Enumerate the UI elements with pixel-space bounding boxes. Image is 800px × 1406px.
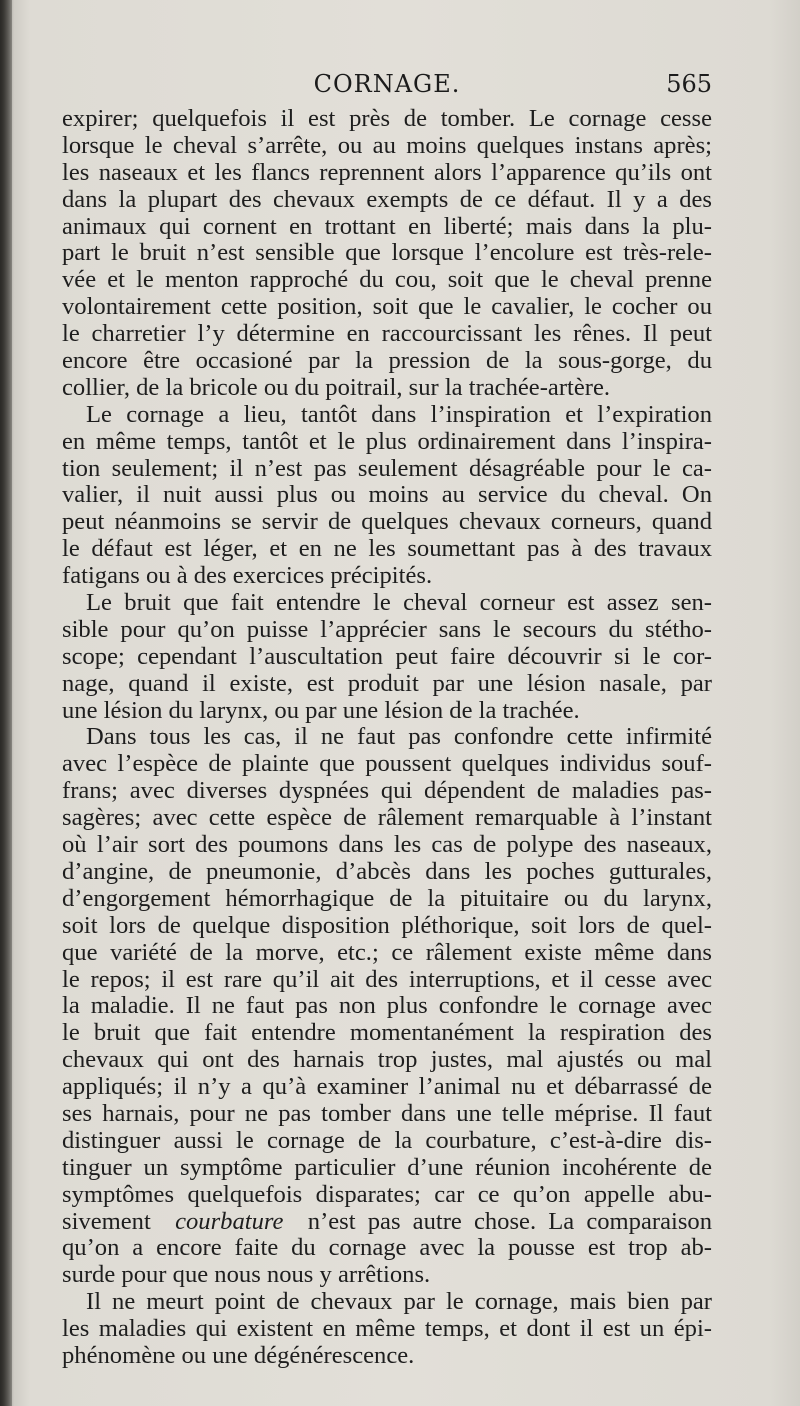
text-line: frans; avec diverses dyspnées qui dépendent de maladies pas- (62, 777, 712, 805)
running-header (62, 70, 712, 104)
text-line: tinguer un symptôme particulier d’une réunion incohérente de (62, 1153, 712, 1181)
text-line: valier, il nuit aussi plus ou moins au service du cheval. On (62, 481, 712, 509)
text-line: distinguer aussi le cornage de la courbature, c’est-à-dire dis- (62, 1126, 712, 1154)
text-line: sagères; avec cette espèce de râlement remarquable à l’instant (62, 804, 712, 832)
text-line: sible pour qu’on puisse l’apprécier sans le secours du stétho- (62, 615, 712, 643)
text-line: phénomène ou une dégénérescence. (62, 1341, 415, 1369)
text-line: le repos; il est rare qu’il ait des interruptions, et il cesse avec (62, 965, 712, 993)
italic-term: courbature (175, 1207, 284, 1235)
text-line: avec l’espèce de plainte que poussent quelques individus souf- (62, 750, 712, 778)
body-text (62, 106, 712, 1370)
text-line: surde pour que nous nous y arrêtions. (62, 1261, 431, 1289)
text-line: animaux qui cornent en trottant en liberté; mais dans la plu- (62, 212, 712, 240)
text-line: vée et le menton rapproché du cou, soit que le cheval prenne (62, 266, 712, 294)
text-line: symptômes quelquefois disparates; car ce qu’on appelle abu- (62, 1180, 712, 1208)
text-line: nage, quand il existe, est produit par une lésion nasale, par (62, 669, 712, 697)
text-line: d’angine, de pneumonie, d’abcès dans les poches gutturales, (62, 857, 712, 885)
text-line: appliqués; il n’y a qu’à examiner l’animal nu et débarrassé de (62, 1073, 712, 1101)
text-line: chevaux qui ont des harnais trop justes, mal ajustés ou mal (62, 1046, 712, 1074)
book-spine-shadow (0, 0, 12, 1406)
text-line: Le bruit que fait entendre le cheval corneur est assez sen- (86, 589, 712, 617)
text-line: encore être occasioné par la pression de la sous-gorge, du (62, 347, 712, 375)
text-line: le bruit que fait entendre momentanément la respiration des (62, 1019, 712, 1047)
text-fragment: n’est pas autre chose. La comparaison (307, 1207, 712, 1235)
text-line: que variété de la morve, etc.; ce râlement existe même dans (62, 938, 712, 966)
text-line: Dans tous les cas, il ne faut pas confondre cette infirmité (86, 723, 712, 751)
text-line: qu’on a encore faite du cornage avec la pousse est trop ab- (62, 1234, 712, 1262)
text-line: le défaut est léger, et en ne les soumettant pas à des travaux (62, 535, 712, 563)
text-line: Le cornage a lieu, tantôt dans l’inspiration et l’expiration (86, 400, 712, 428)
text-line: lorsque le cheval s’arrête, ou au moins quelques instans après; (62, 131, 712, 159)
text-line: collier, de la bricole ou du poitrail, sur la trachée-artère. (62, 373, 611, 401)
text-line: une lésion du larynx, ou par une lésion de la trachée. (62, 696, 580, 724)
text-line: les maladies qui existent en même temps, et dont il est un épi- (62, 1315, 712, 1343)
text-line: la maladie. Il ne faut pas non plus confondre le cornage avec (62, 992, 712, 1020)
text-line: expirer; quelquefois il est près de tomber. Le cornage cesse (62, 105, 712, 132)
page-number: 565 (666, 70, 712, 98)
text-line: peut néanmoins se servir de quelques chevaux corneurs, quand (62, 508, 712, 536)
text-line: d’engorgement hémorrhagique de la pituitaire ou du larynx, (62, 884, 712, 912)
text-line: soit lors de quelque disposition pléthorique, soit lors de quel- (62, 911, 712, 939)
text-line: le charretier l’y détermine en raccourcissant les rênes. Il peut (62, 320, 712, 348)
text-line-with-italic (62, 1209, 712, 1236)
text-line: ses harnais, pour ne pas tomber dans une telle méprise. Il faut (62, 1099, 712, 1127)
text-line: tion seulement; il n’est pas seulement désagréable pour le ca- (62, 454, 712, 482)
text-line: Il ne meurt point de chevaux par le cornage, mais bien par (86, 1288, 712, 1316)
text-fragment: sivement (62, 1207, 151, 1235)
text-line: dans la plupart des chevaux exempts de ce défaut. Il y a des (62, 185, 712, 213)
text-line: les naseaux et les flancs reprennent alors l’apparence qu’ils ont (62, 158, 712, 186)
text-line: fatigans ou à des exercices précipités. (62, 562, 433, 590)
text-line: en même temps, tantôt et le plus ordinairement dans l’inspira- (62, 427, 712, 455)
text-line: volontairement cette position, soit que le cavalier, le cocher ou (62, 293, 712, 321)
text-line: part le bruit n’est sensible que lorsque l’encolure est très-rele- (62, 239, 712, 267)
running-title: CORNAGE. (313, 70, 461, 98)
text-line: où l’air sort des poumons dans les cas de polype des naseaux, (62, 831, 712, 859)
text-line: scope; cependant l’auscultation peut faire découvrir si le cor- (62, 642, 712, 670)
